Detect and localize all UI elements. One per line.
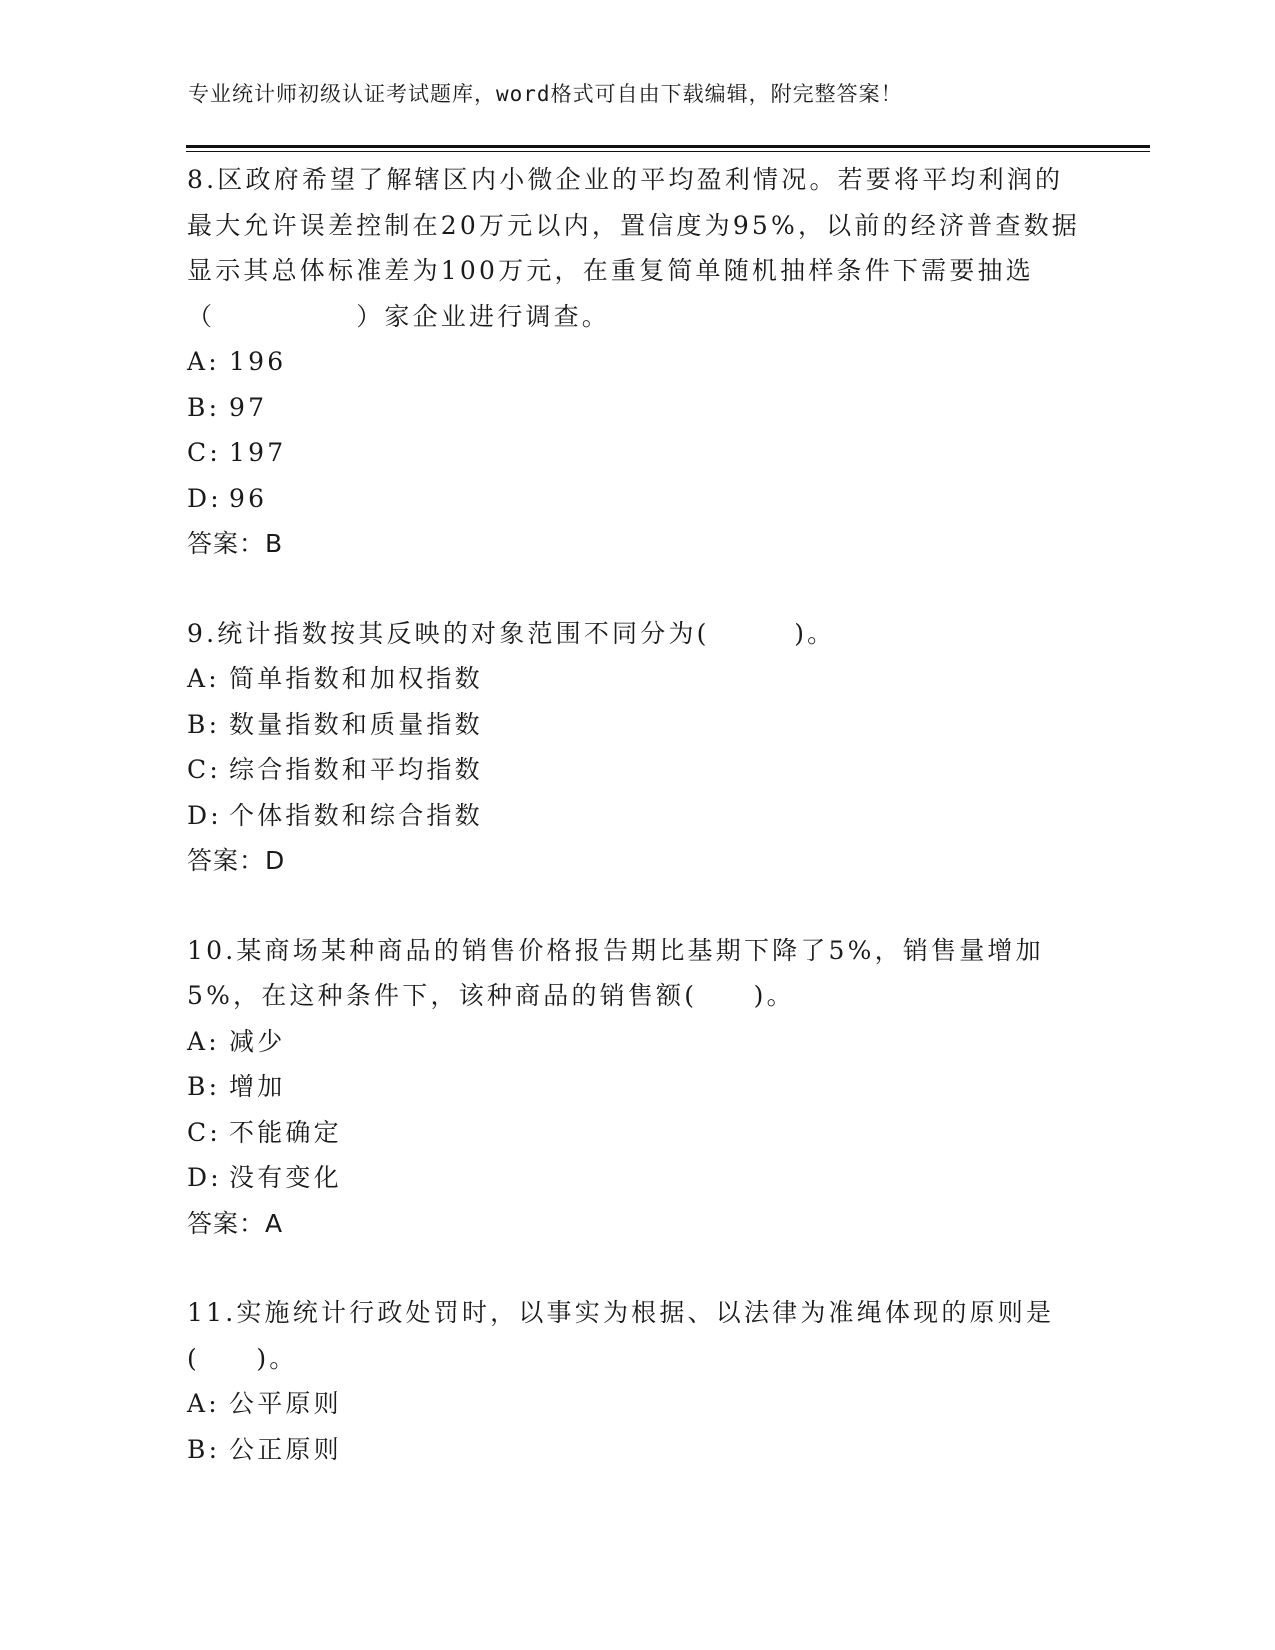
option-key: B:	[187, 392, 221, 422]
option-key: D:	[187, 800, 222, 830]
option-text: 简单指数和加权指数	[229, 664, 483, 693]
option-d	[187, 793, 1087, 839]
question-11	[187, 1290, 1087, 1472]
option-c	[187, 747, 1087, 793]
option-text: 数量指数和质量指数	[229, 709, 483, 739]
option-key: C:	[187, 755, 221, 784]
option-text: 不能确定	[229, 1117, 342, 1147]
option-text: 96	[229, 483, 268, 513]
question-stem: 11.实施统计行政处罚时，以事实为根据、以法律为准绳体现的原则是( )。	[187, 1298, 1055, 1373]
option-text: 97	[229, 392, 268, 422]
option-b	[187, 1064, 1087, 1110]
question-8	[187, 157, 1087, 567]
option-key: D:	[187, 483, 222, 513]
option-c	[187, 1110, 1087, 1156]
answer: 答案：A	[187, 1208, 284, 1238]
question-9	[187, 611, 1087, 884]
option-key: A:	[187, 664, 220, 693]
option-a	[187, 1381, 1087, 1427]
option-text: 减少	[229, 1026, 286, 1056]
answer: 答案：B	[187, 529, 284, 558]
option-text: 197	[229, 438, 287, 467]
option-text: 公正原则	[229, 1434, 342, 1464]
option-c	[187, 430, 1087, 476]
question-10	[187, 928, 1087, 1247]
option-b	[187, 1427, 1087, 1473]
option-a	[187, 1019, 1087, 1065]
option-a	[187, 339, 1087, 385]
option-text: 增加	[229, 1072, 286, 1101]
option-text: 公平原则	[229, 1389, 342, 1418]
question-stem: 10.某商场某种商品的销售价格报告期比基期下降了5%，销售量增加5%，在这种条件下，该种商品的销售额( )。	[187, 935, 1044, 1010]
option-d	[187, 476, 1087, 522]
option-b	[187, 385, 1087, 431]
option-key: B:	[187, 1434, 221, 1464]
option-key: D:	[187, 1163, 222, 1192]
option-text: 综合指数和平均指数	[229, 755, 483, 784]
answer: 答案：D	[187, 846, 286, 875]
option-text: 196	[229, 347, 287, 376]
option-b	[187, 702, 1087, 748]
option-key: C:	[187, 1117, 221, 1147]
header-rule-thin	[186, 151, 1150, 152]
option-d	[187, 1155, 1087, 1201]
option-key: A:	[187, 347, 220, 376]
option-key: A:	[187, 1026, 220, 1056]
option-a	[187, 656, 1087, 702]
question-list	[187, 157, 1087, 1516]
header-rule-thick	[186, 145, 1150, 148]
option-key: B:	[187, 709, 221, 739]
option-key: B:	[187, 1072, 221, 1101]
option-text: 没有变化	[229, 1163, 342, 1192]
question-stem: 9.统计指数按其反映的对象范围不同分为( )。	[187, 618, 836, 648]
option-text: 个体指数和综合指数	[229, 800, 483, 830]
option-key: C:	[187, 438, 221, 467]
question-stem: 8.区政府希望了解辖区内小微企业的平均盈利情况。若要将平均利润的最大允许误差控制在20万元以内，置信度为95%，以前的经济普查数据显示其总体标准差为100万元，在重复简单随机抽样条件下需要抽选（ ）家企业进行调查。	[187, 165, 1080, 331]
page-header: 专业统计师初级认证考试题库，word格式可自由下载编辑，附完整答案！	[188, 82, 903, 106]
option-key: A:	[187, 1389, 220, 1418]
